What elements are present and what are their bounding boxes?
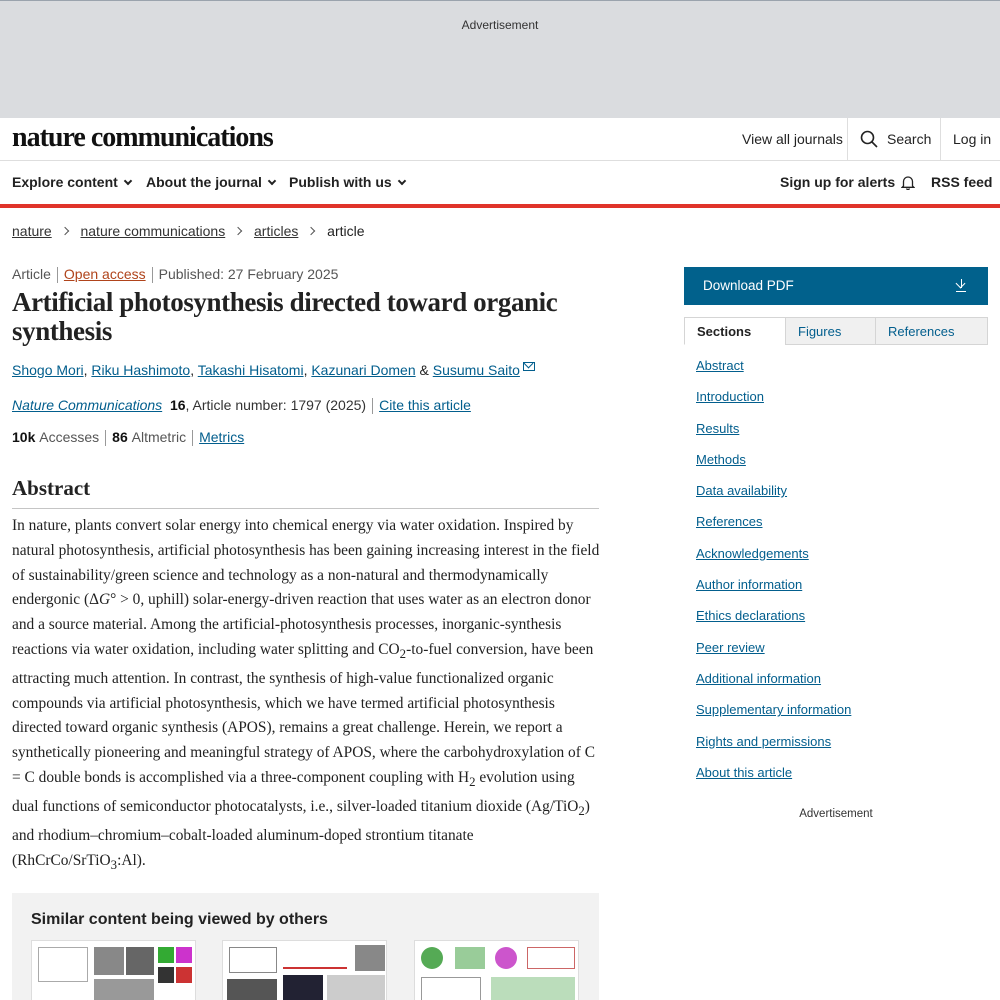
accesses-count: 10k (12, 429, 36, 445)
section-link-additional-information[interactable]: Additional information (696, 670, 822, 686)
chevron-right-icon (234, 227, 242, 235)
breadcrumb-nature[interactable]: nature (12, 223, 52, 240)
author-link[interactable]: Riku Hashimoto (91, 362, 191, 378)
accesses-label: Accesses (39, 429, 100, 445)
header-divider (847, 118, 848, 160)
similar-article-thumbnail[interactable] (31, 940, 196, 1000)
author-list (12, 362, 535, 378)
bell-icon (901, 175, 915, 190)
author-separator: , (303, 362, 308, 378)
publish-menu[interactable] (289, 174, 405, 190)
divider (192, 430, 193, 446)
similar-content-panel (12, 893, 599, 1000)
search-button[interactable] (860, 118, 931, 160)
section-link-author-information[interactable]: Author information (696, 577, 803, 593)
sidebar-advertisement-label: Advertisement (799, 808, 873, 820)
mail-icon[interactable] (523, 362, 535, 371)
main-nav (0, 162, 1000, 208)
download-pdf-button[interactable] (684, 267, 988, 305)
about-journal-menu[interactable] (146, 174, 275, 190)
alerts-label: Sign up for alerts (780, 174, 896, 190)
similar-article-thumbnail[interactable] (414, 940, 579, 1000)
chevron-right-icon (307, 227, 315, 235)
open-access-link[interactable]: Open access (63, 266, 146, 282)
section-link-introduction[interactable]: Introduction (696, 389, 764, 405)
divider (152, 267, 153, 283)
login-link[interactable]: Log in (953, 131, 992, 147)
section-link-data-availability[interactable]: Data availability (696, 483, 788, 499)
chevron-down-icon (268, 177, 276, 185)
search-icon (860, 130, 878, 148)
view-all-journals-link[interactable]: View all journals (742, 131, 843, 147)
article-title: Artificial photosynthesis directed toward organic synthesis (12, 287, 558, 346)
rss-feed-link[interactable]: RSS feed (931, 174, 993, 190)
section-link-results[interactable]: Results (696, 420, 740, 436)
download-icon (956, 280, 966, 292)
article-type: Article (12, 266, 51, 282)
header-divider (940, 118, 941, 160)
breadcrumb-article: article (327, 223, 365, 240)
sign-up-alerts-link[interactable] (780, 174, 915, 190)
journal-name-link[interactable]: Nature Communications (12, 397, 163, 413)
metrics-line (12, 429, 244, 446)
section-link-references[interactable]: References (696, 514, 763, 530)
site-header (0, 118, 1000, 161)
section-link-ethics-declarations[interactable]: Ethics declarations (696, 608, 806, 624)
tab-sections[interactable]: Sections (684, 317, 786, 345)
section-link-acknowledgements[interactable]: Acknowledgements (696, 545, 809, 561)
search-label: Search (887, 131, 932, 147)
breadcrumb (12, 222, 365, 239)
chevron-down-icon (397, 177, 405, 185)
volume: 16 (169, 397, 186, 413)
abstract-text: In nature, plants convert solar energy into chemical energy via water oxidation. Inspired by natural photosynthesis, artificial photosynthesis has been gaining increasing interest in the field of sustainability/green science and technology as a non-natural and thermodynamically endergonic (ΔG° > 0, uphill) solar-energy-driven reaction that uses water as an electron donor and a source material. Among the artificial-photosynthesis processes, inorganic-synthesis reactions via water oxidation, including water splitting and $CO_2-to$-fuel conversion, have been attracting much attention. In contrast, the synthesis of high-value functionalized organic compounds via artificial photosynthesis, which we have termed artificial photosynthesis directed toward organic synthesis (APOS), remains a great challenge. Herein, we report a synthetically pioneering and meaningful strategy of APOS, where the carbohydroxylation of C = C double bonds is accomplished via a three-component coupling with $H_2$ evolution using dual functions of semiconductor photocatalysts, i.e., silver-loaded titanium dioxide (Ag/TiO$_2$) and rhodium–chromium–cobalt-loaded aluminum-doped strontium titanate (RhCrCo/SrTiO$_3$:Al). (12, 517, 600, 872)
divider (372, 398, 373, 414)
author-link[interactable]: Kazunari Domen (311, 362, 416, 378)
similar-article-thumbnail[interactable] (222, 940, 387, 1000)
sidebar-tabs (684, 317, 988, 345)
sections-list (696, 358, 851, 796)
breadcrumb-articles[interactable]: articles (254, 223, 299, 240)
author-link[interactable]: Takashi Hisatomi (197, 362, 304, 378)
citation-line (12, 397, 471, 414)
author-link[interactable]: Shogo Mori (12, 362, 84, 378)
chevron-down-icon (124, 177, 132, 185)
section-link-rights-permissions[interactable]: Rights and permissions (696, 733, 832, 749)
article-number: , Article number: 1797 (2025) (185, 397, 367, 413)
author-link[interactable]: Susumu Saito (432, 362, 520, 378)
abstract-heading: Abstract (12, 476, 599, 509)
chevron-right-icon (60, 227, 68, 235)
explore-content-label: Explore content (12, 174, 118, 190)
article-meta (12, 266, 338, 283)
section-link-methods[interactable]: Methods (696, 451, 746, 467)
divider (57, 267, 58, 283)
advertisement-label: Advertisement (461, 18, 539, 32)
author-separator: , (83, 362, 88, 378)
journal-logo[interactable]: nature communications (12, 122, 273, 153)
author-separator: , (190, 362, 195, 378)
tab-references[interactable]: References (875, 317, 988, 345)
download-pdf-label: Download PDF (703, 278, 794, 293)
altmetric-count: 86 (112, 429, 128, 445)
explore-content-menu[interactable] (12, 174, 131, 190)
similar-content-heading: Similar content being viewed by others (31, 911, 328, 928)
cite-article-link[interactable]: Cite this article (379, 397, 471, 413)
tab-figures[interactable]: Figures (785, 317, 876, 345)
author-ampersand: & (419, 362, 429, 378)
publish-label: Publish with us (289, 174, 392, 190)
divider (105, 430, 106, 446)
published-date: Published: 27 February 2025 (158, 266, 339, 282)
section-link-abstract[interactable]: Abstract (696, 358, 744, 373)
section-link-about-article[interactable]: About this article (696, 764, 793, 780)
top-advertisement (0, 0, 1000, 118)
about-journal-label: About the journal (146, 174, 262, 190)
breadcrumb-nature-communications[interactable]: nature communications (80, 223, 226, 240)
section-link-peer-review[interactable]: Peer review (696, 639, 765, 655)
section-link-supplementary-information[interactable]: Supplementary information (696, 702, 852, 718)
altmetric-label: Altmetric (131, 429, 187, 445)
metrics-link[interactable]: Metrics (199, 429, 245, 445)
